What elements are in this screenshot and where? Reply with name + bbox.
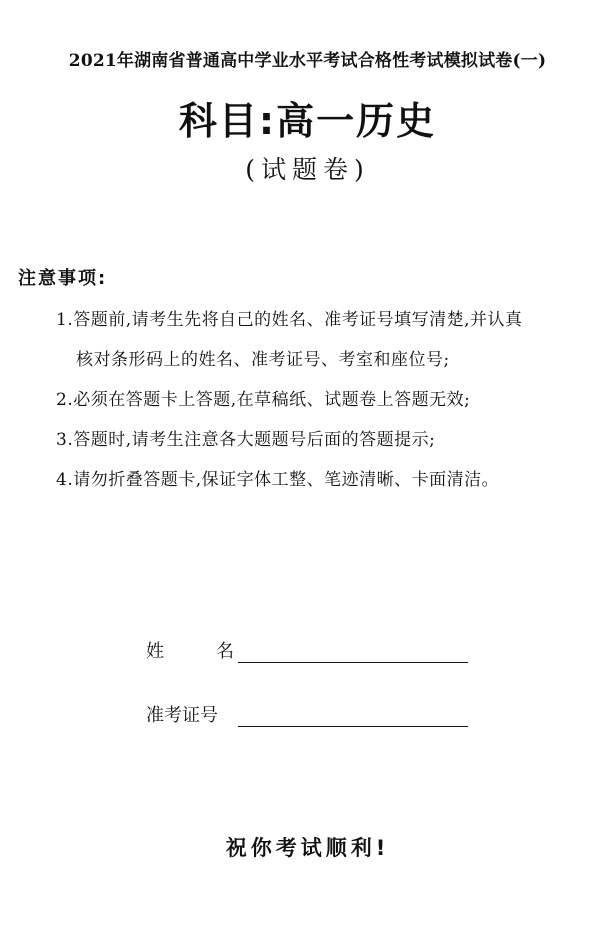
notice-item-2: 2.必须在答题卡上答题,在草稿纸、试题卷上答题无效; — [56, 390, 471, 410]
exam-title: 2021年湖南省普通高中学业水平考试合格性考试模拟试卷(一) — [68, 51, 547, 71]
notice-item-4: 4.请勿折叠答题卡,保证字体工整、笔迹清晰、卡面清洁。 — [56, 470, 500, 490]
name-label-char-2: 名 — [216, 641, 234, 662]
paper-type-label: (试题卷) — [245, 155, 370, 184]
name-field-row — [146, 637, 468, 663]
notice-item-1: 1.答题前,请考生先将自己的姓名、准考证号填写清楚,并认真 — [56, 310, 523, 330]
notice-item-3: 3.答题时,请考生注意各大题题号后面的答题提示; — [56, 430, 436, 450]
subject-title: 科目:高一历史 — [178, 99, 437, 143]
name-label — [146, 637, 238, 663]
notice-item-1-continued: 核对条形码上的姓名、准考证号、考室和座位号; — [76, 350, 450, 370]
closing-message: 祝你考试顺利! — [225, 836, 390, 860]
name-blank-line[interactable] — [238, 640, 468, 663]
name-label-char-1: 姓 — [146, 641, 164, 662]
exam-id-label: 准考证号 — [146, 705, 218, 726]
exam-id-blank-line[interactable] — [238, 704, 468, 727]
notice-list — [56, 304, 606, 504]
notice-heading: 注意事项: — [18, 268, 108, 289]
exam-id-field-row — [146, 701, 468, 727]
